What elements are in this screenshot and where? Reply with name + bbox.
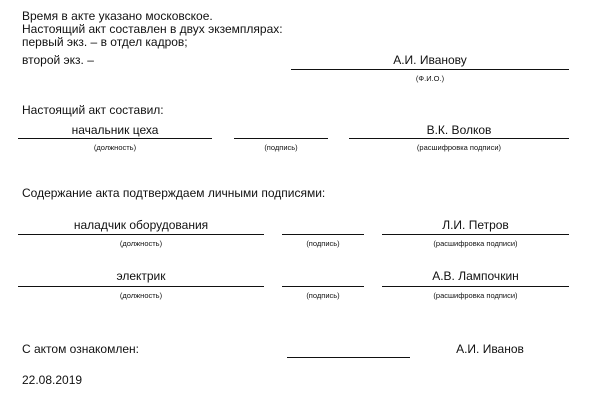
signer-name: А.В. Лампочкин [432, 269, 519, 283]
acknowledgement-label: С актом ознакомлен: [22, 342, 139, 356]
composer-heading: Настоящий акт составил: [22, 103, 164, 117]
composer-position-line [18, 138, 212, 139]
signer-position-caption: (должность) [119, 291, 163, 300]
signer-signature-line [282, 234, 364, 235]
signer-position: электрик [116, 269, 166, 283]
acknowledgement-name: А.И. Иванов [456, 342, 524, 356]
copy-two-label: второй экз. – [22, 53, 94, 67]
composer-signature-caption: (подпись) [264, 143, 298, 152]
signer-name-line [382, 234, 569, 235]
composer-name-line [349, 138, 569, 139]
recipient-caption: (Ф.И.О.) [415, 74, 445, 83]
recipient-line [291, 69, 569, 70]
signer-name-line [382, 286, 569, 287]
signer-position-line [18, 286, 264, 287]
copies-note: Настоящий акт составлен в двух экземплярах: [22, 22, 283, 36]
signer-position: наладчик оборудования [73, 218, 209, 232]
composer-decoding-caption: (расшифровка подписи) [416, 143, 502, 152]
acknowledgement-signature-line [287, 357, 410, 358]
confirmation-heading: Содержание акта подтверждаем личными подписями: [22, 186, 326, 200]
signer-position-caption: (должность) [119, 239, 163, 248]
signer-signature-caption: (подпись) [306, 239, 340, 248]
composer-signature-line [234, 138, 328, 139]
copy-one-note: первый экз. – в отдел кадров; [22, 35, 188, 49]
signer-decoding-caption: (расшифровка подписи) [433, 239, 518, 248]
composer-position: начальник цеха [71, 123, 159, 137]
document-date: 22.08.2019 [22, 373, 83, 387]
signer-signature-caption: (подпись) [306, 291, 340, 300]
signer-position-line [18, 234, 264, 235]
signer-name: Л.И. Петров [442, 218, 509, 232]
signer-decoding-caption: (расшифровка подписи) [433, 291, 518, 300]
copy-two-recipient: А.И. Иванову [393, 53, 467, 67]
time-note: Время в акте указано московское. [22, 9, 213, 23]
composer-position-caption: (должность) [93, 143, 137, 152]
signer-signature-line [282, 286, 364, 287]
composer-name: В.К. Волков [426, 123, 492, 137]
